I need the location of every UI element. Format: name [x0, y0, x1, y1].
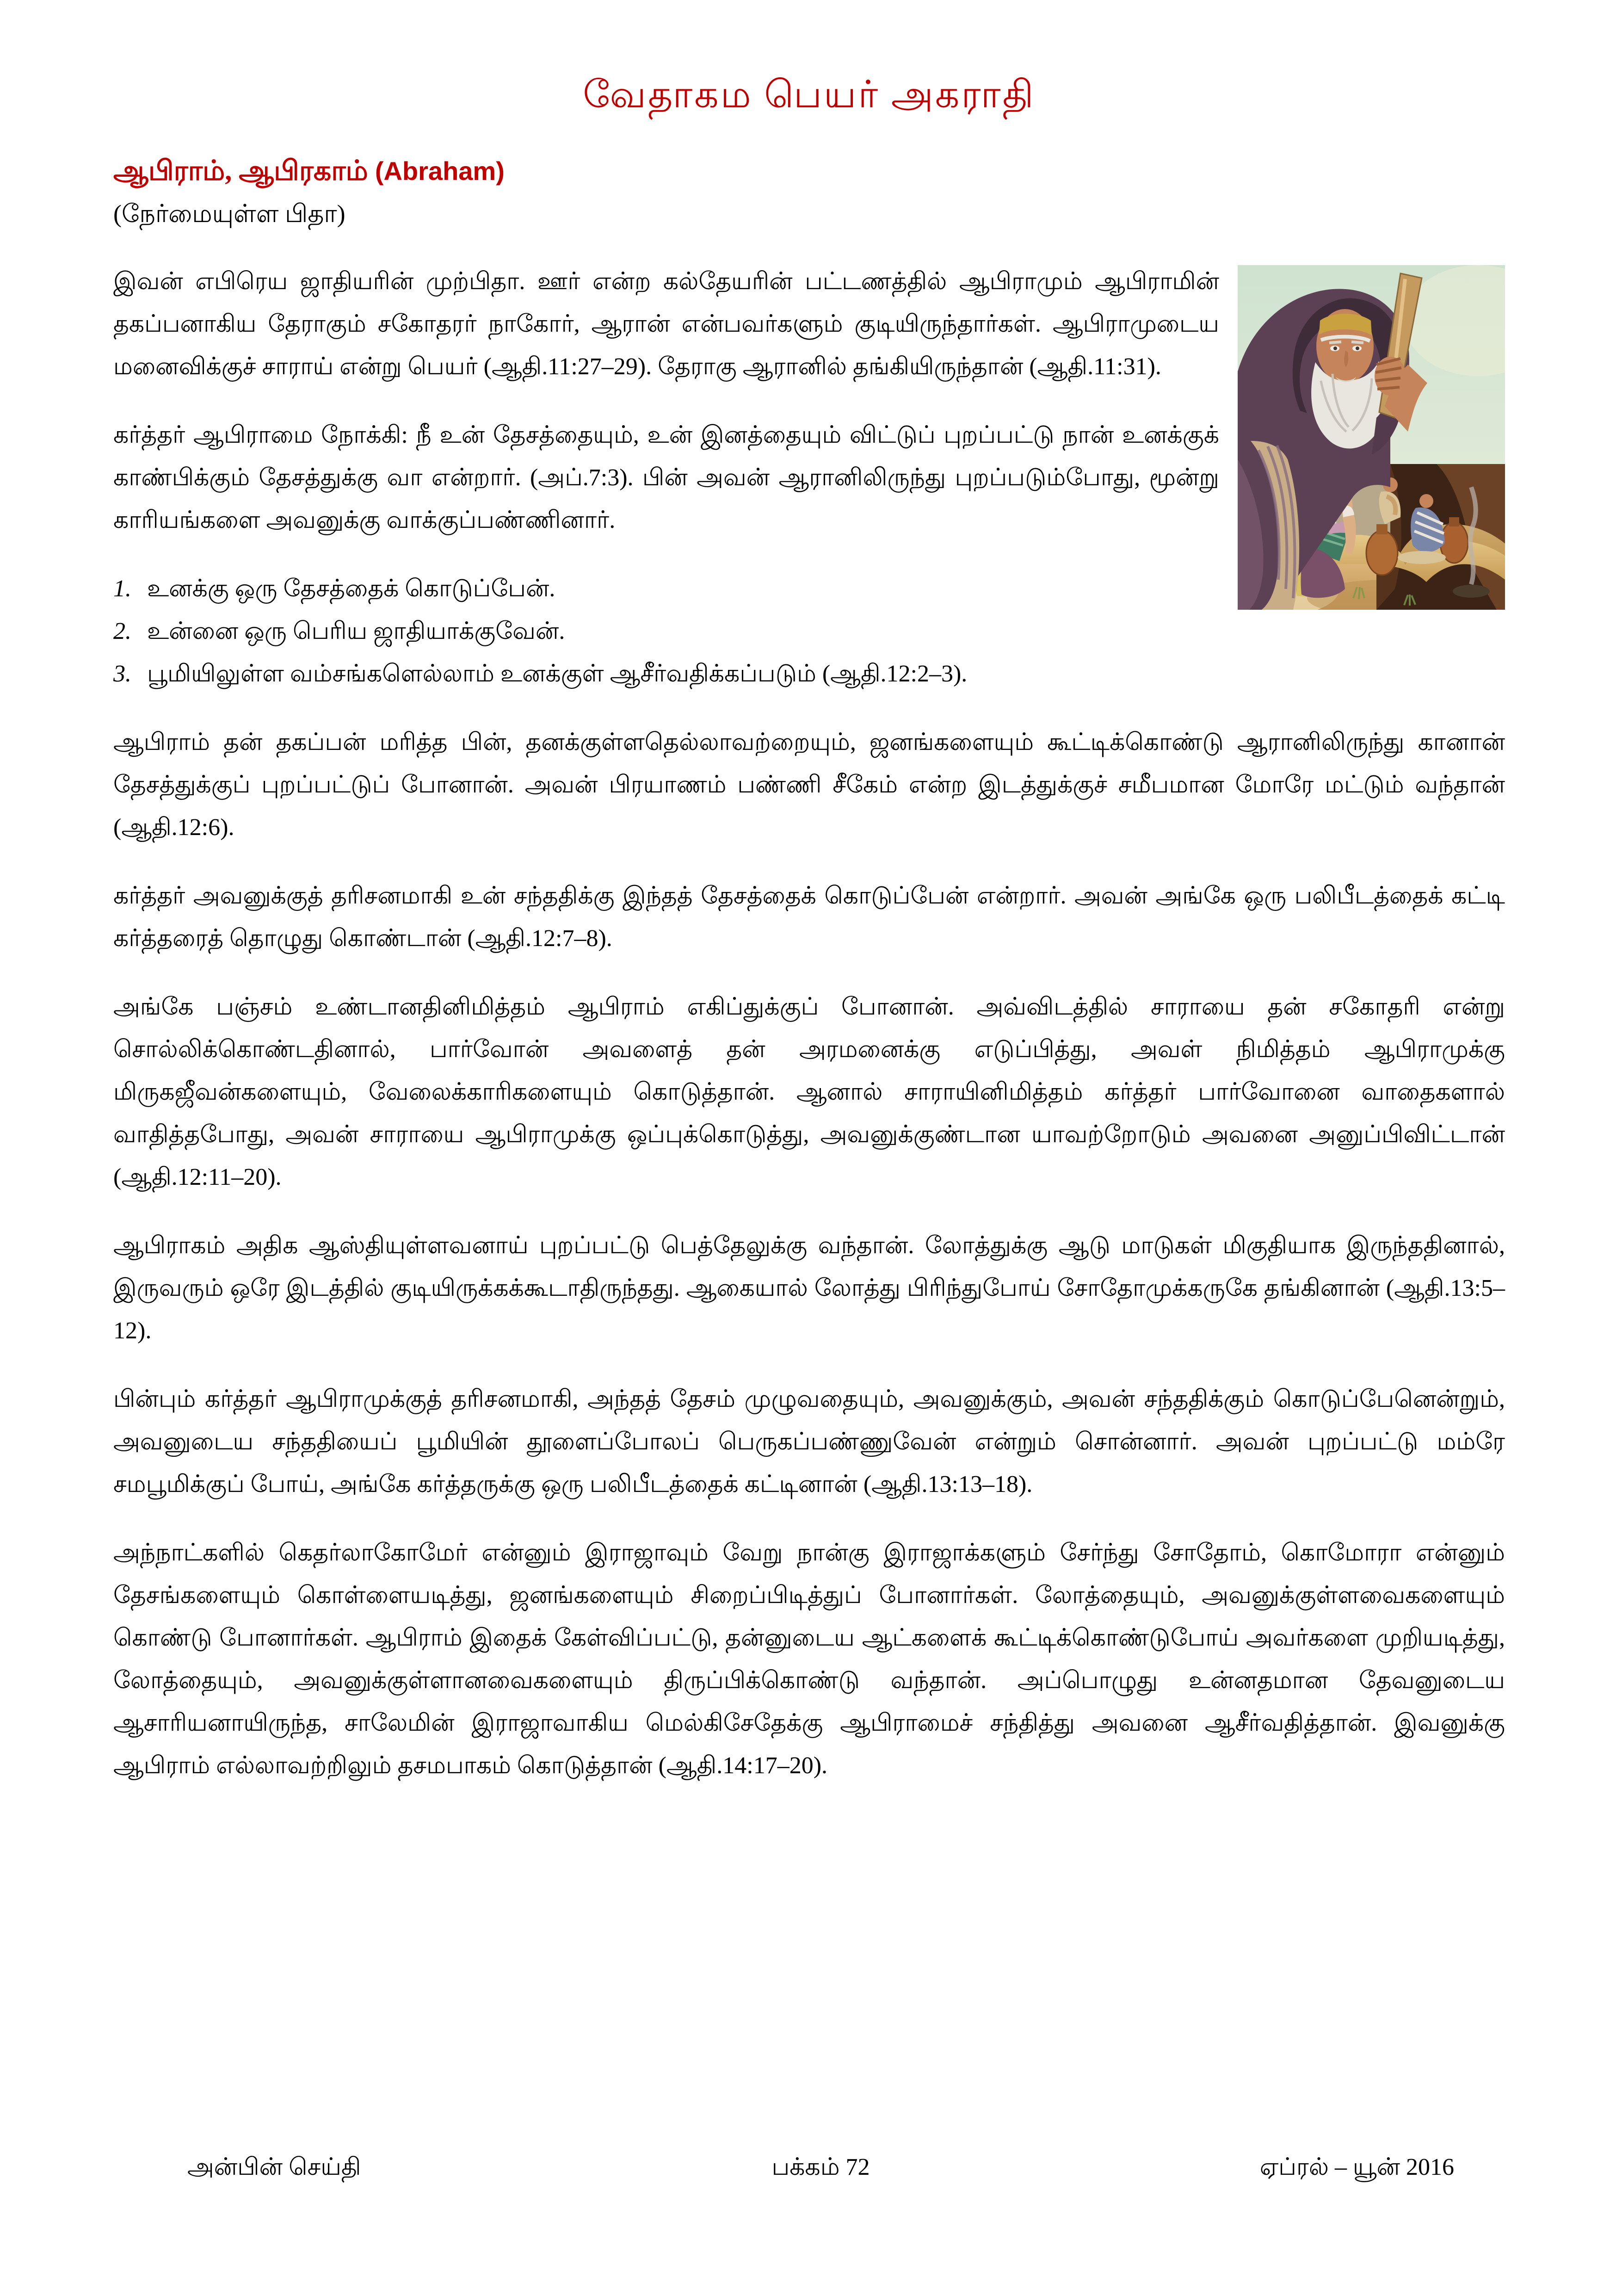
- footer-issue-date: ஏப்ரல் – யூன் 2016: [1259, 2154, 1454, 2180]
- promise-number: 2.: [113, 618, 131, 644]
- paragraph-2: கர்த்தர் ஆபிராமை நோக்கி: நீ உன் தேசத்தையும், உன் இனத்தையும் விட்டுப் புறப்பட்டு நான் உனக்குக் காண்பிக்கும் தேசத்துக்கு வா என்றார். (அப்.7:3). பின் அவன் ஆரானிலிருந்து புறப்படும்போது, மூன்று காரியங்களை அவனுக்கு வாக்குப்பண்ணினார்.: [113, 422, 1219, 533]
- entry-name-english: (Abraham): [375, 156, 505, 186]
- paragraph-7: பின்பும் கர்த்தர் ஆபிராமுக்குத் தரிசனமாகி, அந்தத் தேசம் முழுவதையும், அவனுக்கும், அவன் சந்ததிக்கும் கொடுப்பேனென்றும், அவனுடைய சந்ததியைப் பூமியின் தூளைப்போலப் பெருகப்பண்ணுவேன் என்றும் சொன்னார். அவன் புறப்பட்டு மம்ரே சமபூமிக்குப் போய், அங்கே கர்த்தருக்கு ஒரு பலிபீடத்தைக் கட்டினான் (ஆதி.13:13–18).: [113, 1386, 1505, 1498]
- paragraph-1: இவன் எபிரெய ஜாதியரின் முற்பிதா. ஊர் என்ற கல்தேயரின் பட்டணத்தில் ஆபிராமும் ஆபிராமின் தகப்பனாகிய தேராகும் சகோதரர் நாகோர், ஆரான் என்பவர்களும் குடியிருந்தார்கள். ஆபிராமுடைய மனைவிக்குச் சாராய் என்று பெயர் (ஆதி.11:27–29). தேராகு ஆரானில் தங்கியிருந்தான் (ஆதி.11:31).: [113, 268, 1219, 380]
- promise-item-3: [113, 653, 1505, 695]
- painting-hand: [1375, 357, 1406, 396]
- entry-heading: [113, 153, 1505, 189]
- promise-item-2: [113, 610, 1505, 653]
- paragraph-3: ஆபிராம் தன் தகப்பன் மரித்த பின், தனக்குள்ளதெல்லாவற்றையும், ஜனங்களையும் கூட்டிக்கொண்டு ஆரானிலிருந்து கானான் தேசத்துக்குப் புறப்பட்டுப் போனான். அவன் பிரயாணம் பண்ணி சீகேம் என்ற இடத்துக்குச் சமீபமான மோரே மட்டும் வந்தான் (ஆதி.12:6).: [113, 729, 1505, 841]
- promise-text: உனக்கு ஒரு தேசத்தைக் கொடுப்பேன்.: [147, 576, 555, 602]
- abraham-painting-image: [1238, 265, 1505, 610]
- footer-magazine-name: அன்பின் செய்தி: [187, 2154, 361, 2180]
- promise-text: உன்னை ஒரு பெரிய ஜாதியாக்குவேன்.: [147, 618, 565, 644]
- promise-number: 1.: [113, 576, 131, 602]
- promise-text: பூமியிலுள்ள வம்சங்களெல்லாம் உனக்குள் ஆசீர்வதிக்கப்படும் (ஆதி.12:2–3).: [147, 661, 968, 687]
- paragraph-5: அங்கே பஞ்சம் உண்டானதினிமித்தம் ஆபிராம் எகிப்துக்குப் போனான். அவ்விடத்தில் சாராயை தன் சகோதரி என்று சொல்லிக்கொண்டதினால், பார்வோன் அவளைத் தன் அரமனைக்கு எடுப்பித்து, அவள் நிமித்தம் ஆபிராமுக்கு மிருகஜீவன்களையும், வேலைக்காரிகளையும் கொடுத்தான். ஆனால் சாராயினிமித்தம் கர்த்தர் பார்வோனை வாதைகளால் வாதித்தபோது, அவன் சாராயை ஆபிராமுக்கு ஒப்புக்கொடுத்து, அவனுக்குண்டான யாவற்றோடும் அவனை அனுப்பிவிட்டான் (ஆதி.12:11–20).: [113, 994, 1505, 1190]
- painting-abraham: [1238, 273, 1427, 610]
- page-content: [113, 0, 1505, 1813]
- promise-number: 3.: [113, 661, 131, 687]
- entry-body: [113, 260, 1505, 1813]
- paragraph-4: கர்த்தர் அவனுக்குத் தரிசனமாகி உன் சந்ததிக்கு இந்தத் தேசத்தைக் கொடுப்பேன் என்றார். அவன் அங்கே ஒரு பலிபீடத்தைக் கட்டி கர்த்தரைத் தொழுது கொண்டான் (ஆதி.12:7–8).: [113, 883, 1505, 952]
- footer-page-number: பக்கம் 72: [771, 2154, 870, 2180]
- abraham-painting-svg: [1238, 265, 1505, 610]
- paragraph-8: அந்நாட்களில் கெதர்லாகோமேர் என்னும் இராஜாவும் வேறு நான்கு இராஜாக்களும் சேர்ந்து சோதோம், கொமோரா என்னும் தேசங்களையும் கொள்ளையடித்து, ஜனங்களையும் சிறைப்பிடித்துப் போனார்கள். லோத்தையும், அவனுக்குள்ளவைகளையும் கொண்டு போனார்கள். ஆபிராம் இதைக் கேள்விப்பட்டு, தன்னுடைய ஆட்களைக் கூட்டிக்கொண்டுபோய் அவர்களை முறியடித்து, லோத்தையும், அவனுக்குள்ளானவைகளையும் திருப்பிக்கொண்டு வந்தான். அப்பொழுது உன்னதமான தேவனுடைய ஆசாரியனாயிருந்த, சாலேமின் இராஜாவாகிய மெல்கிசேதேக்கு ஆபிராமைச் சந்தித்து அவனை ஆசீர்வதித்தான். இவனுக்கு ஆபிராம் எல்லாவற்றிலும் தசமபாகம் கொடுத்தான் (ஆதி.14:17–20).: [113, 1540, 1505, 1779]
- entry-meaning: (நேர்மையுள்ள பிதா): [113, 200, 345, 228]
- entry-name-tamil: ஆபிராம், ஆபிரகாம்: [113, 155, 368, 186]
- paragraph-6: ஆபிராகம் அதிக ஆஸ்தியுள்ளவனாய் புறப்பட்டு பெத்தேலுக்கு வந்தான். லோத்துக்கு ஆடு மாடுகள் மிகுதியாக இருந்ததினால், இருவரும் ஒரே இடத்தில் குடியிருக்கக்கூடாதிருந்தது. ஆகையால் லோத்து பிரிந்துபோய் சோதோமுக்கருகே தங்கினான் (ஆதி.13:5–12).: [113, 1232, 1505, 1344]
- page-title: வேதாகம பெயர் அகராதி: [583, 74, 1036, 116]
- page-footer: [113, 2154, 1505, 2184]
